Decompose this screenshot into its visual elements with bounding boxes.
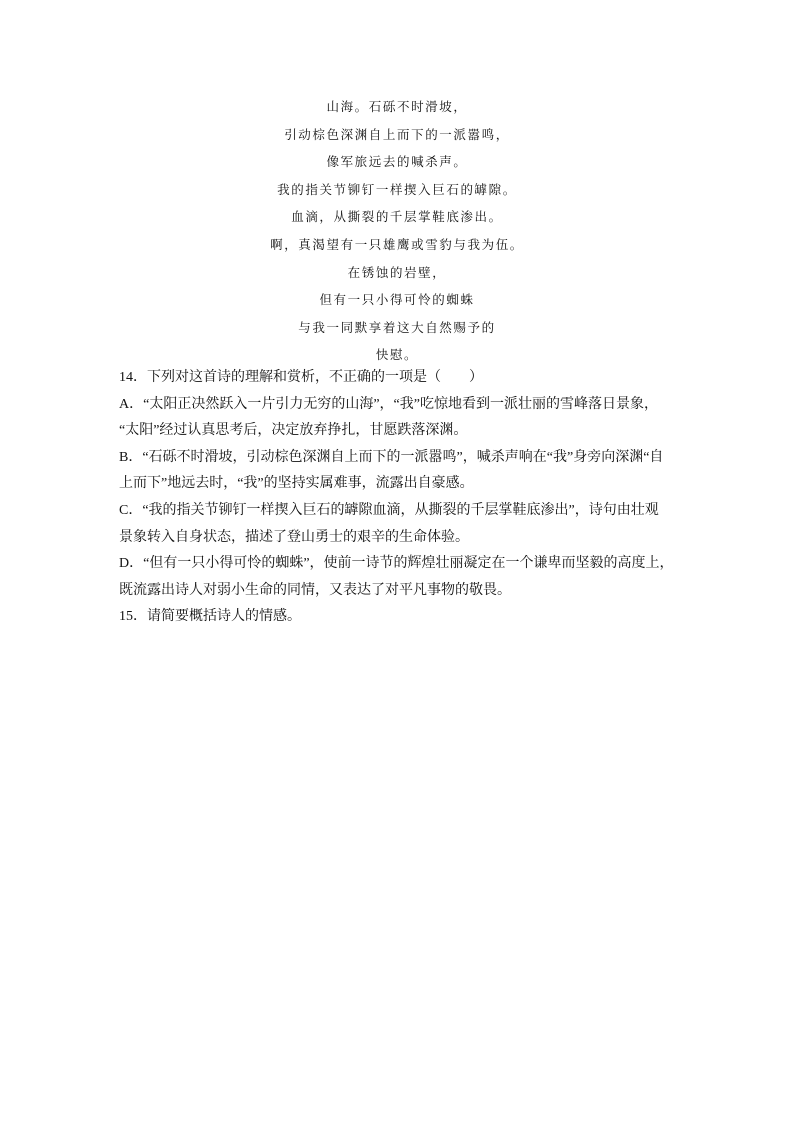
option-d-continued: 既流露出诗人对弱小生命的同情，又表达了对平凡事物的敬畏。 [119, 582, 511, 598]
option-a-continued: “太阳”经过认真思考后，决定放弃挣扎，甘愿跌落深渊。 [119, 423, 468, 439]
poem-line: 在锈蚀的岩壁， [347, 264, 447, 280]
poem-line: 与我一同默享着这大自然赐予的 [298, 319, 496, 335]
poem-line: 山海。石砾不时滑坡， [326, 99, 468, 114]
poem-line: 引动棕色深渊自上而下的一派嚣鸣， [284, 126, 510, 142]
poem-line: 我的指关节铆钉一样揳入巨石的罅隙。 [277, 181, 517, 197]
option-b: B．“石砾不时滑坡，引动棕色深渊自上而下的一派嚣鸣”，喊杀声响在“我”身旁向深渊“自 [119, 449, 664, 465]
poem-line: 快慰。 [375, 347, 419, 363]
option-c-continued: 景象转入自身状态，描述了登山勇士的艰辛的生命体验。 [119, 529, 469, 545]
option-c: C．“我的指关节铆钉一样揳入巨石的罅隙血滴，从撕裂的千层掌鞋底渗出”，诗句由壮观 [119, 502, 659, 518]
poem-line: 啊，真渴望有一只雄鹰或雪豹与我为伍。 [270, 236, 524, 252]
poem-line: 但有一只小得可怜的蜘蛛 [319, 292, 475, 308]
question-15-stem: 15．请简要概括诗人的情感。 [119, 609, 301, 625]
option-d: D．“但有一只小得可怜的蜘蛛”，使前一诗节的辉煌壮丽凝定在一个谦卑而坚毅的高度上， [119, 556, 674, 572]
poem-line: 血滴，从撕裂的千层掌鞋底渗出。 [291, 209, 503, 225]
poem-excerpt [0, 93, 794, 369]
question-section [119, 365, 679, 631]
option-b-continued: 上而下”地远去时，“我”的坚持实属难事，流露出自豪感。 [119, 476, 474, 492]
poem-line: 像军旅远去的喊杀声。 [326, 154, 468, 170]
option-a: A．“太阳正决然跃入一片引力无穷的山海”，“我”吃惊地看到一派壮丽的雪峰落日景象， [119, 396, 658, 412]
question-14-stem: 14．下列对这首诗的理解和赏析，不正确的一项是（ ） [119, 370, 483, 385]
